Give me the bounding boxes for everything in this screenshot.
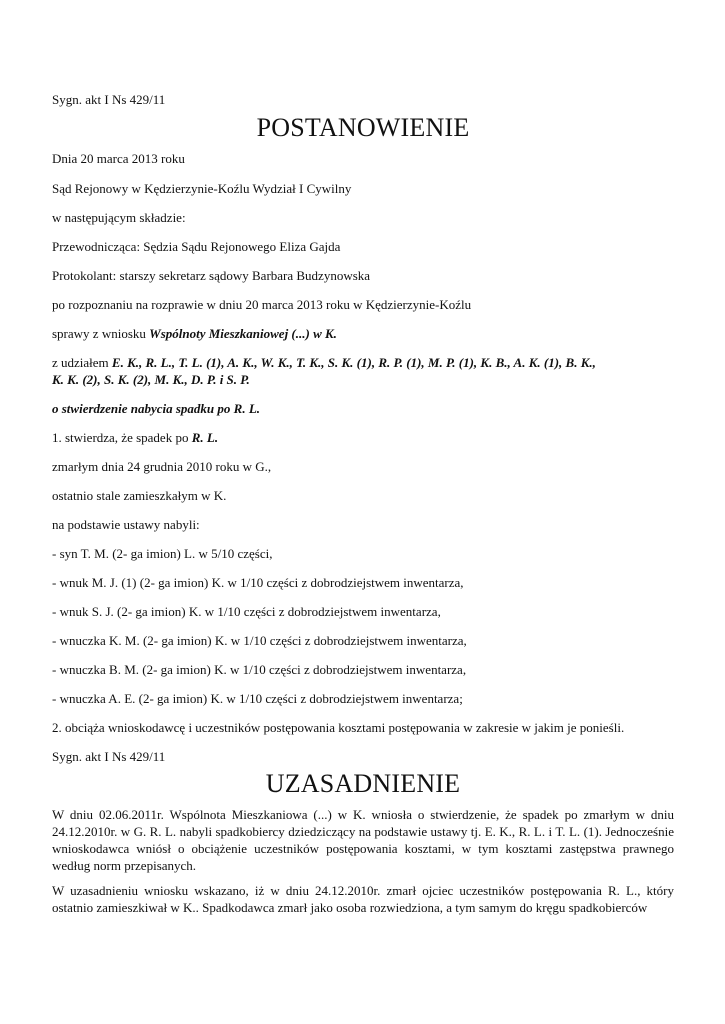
item-1 <box>52 429 218 446</box>
item-2: 2. obciąża wnioskodawcę i uczestników postępowania kosztami postępowania w zakresie w jakim je ponieśli. <box>52 720 625 735</box>
case-prefix: sprawy z wniosku <box>52 326 150 341</box>
justification-title: UZASADNIENIE <box>265 769 461 798</box>
participants-prefix: z udziałem <box>52 355 112 370</box>
court-clerk: Protokolant: starszy sekretarz sądowy Barbara Budzynowska <box>52 268 371 283</box>
hearing-line: po rozpoznaniu na rozprawie w dniu 20 marca 2013 roku w Kędzierzynie-Koźlu <box>52 297 472 312</box>
item-1-prefix: 1. stwierdza, że spadek po <box>52 430 192 445</box>
heir-item: - syn T. M. (2- ga imion) L. w 5/10 części, <box>52 546 273 561</box>
item-1-name: R. L. <box>191 430 219 445</box>
participants-names-1: E. K., R. L., T. L. (1), A. K., W. K., T. K., S. K. (1), R. P. (1), M. P. (1), K. B., A. K. (1), B. K., <box>111 355 596 370</box>
participants-line-2: K. K. (2), S. K. (2), M. K., D. P. i S. P. <box>52 372 250 387</box>
justification-paragraph-1: W dniu 02.06.2011r. Wspólnota Mieszkaniowa (...) w K. wniosła o stwierdzenie, że spadek po zmarłym w dniu 24.12.2010r. w G. R. L. nabyli spadkobiercy dziedziczący na podstawie ustawy tj. E. K., R. L. i T. L. (1). Jednocześnie wnioskodawca wniósł o obciążenie uczestników postępowania kosztami, w tym kosztami zastępstwa prawnego według norm przepisanych. <box>52 807 674 873</box>
heir-item: - wnuczka K. M. (2- ga imion) K. w 1/10 części z dobrodziejstwem inwentarza, <box>52 633 467 648</box>
residence-line: ostatnio stale zamieszkałym w K. <box>52 488 227 503</box>
heir-item: - wnuk M. J. (1) (2- ga imion) K. w 1/10 części z dobrodziejstwem inwentarza, <box>52 575 464 590</box>
justification-paragraph-2: W uzasadnieniu wniosku wskazano, iż w dniu 24.12.2010r. zmarł ojciec uczestników postępowania R. L., który ostatnio zamieszkiwał w K.. Spadkodawca zmarł jako osoba rozwiedziona, a tym samym do kręgu spadkobierców <box>52 883 674 915</box>
composition-line: w następującym składzie: <box>52 210 186 225</box>
presiding-judge: Przewodnicząca: Sędzia Sądu Rejonowego Eliza Gajda <box>52 239 341 254</box>
date-line: Dnia 20 marca 2013 roku <box>52 151 185 166</box>
document-title: POSTANOWIENIE <box>256 113 470 142</box>
basis-line: na podstawie ustawy nabyli: <box>52 517 200 532</box>
case-line <box>52 325 337 342</box>
applicant-name: Wspólnoty Mieszkaniowej (...) w K. <box>149 326 337 341</box>
case-reference: Sygn. akt I Ns 429/11 <box>52 92 166 107</box>
case-subject: o stwierdzenie nabycia spadku po R. L. <box>52 401 261 416</box>
court-name: Sąd Rejonowy w Kędzierzynie-Koźlu Wydział I Cywilny <box>52 181 352 196</box>
heir-item: - wnuczka A. E. (2- ga imion) K. w 1/10 części z dobrodziejstwem inwentarza; <box>52 691 463 706</box>
participants-line-1 <box>52 354 596 371</box>
case-reference-2: Sygn. akt I Ns 429/11 <box>52 749 166 764</box>
heir-item: - wnuczka B. M. (2- ga imion) K. w 1/10 części z dobrodziejstwem inwentarza, <box>52 662 467 677</box>
heir-item: - wnuk S. J. (2- ga imion) K. w 1/10 części z dobrodziejstwem inwentarza, <box>52 604 441 619</box>
deceased-line: zmarłym dnia 24 grudnia 2010 roku w G., <box>52 459 272 474</box>
